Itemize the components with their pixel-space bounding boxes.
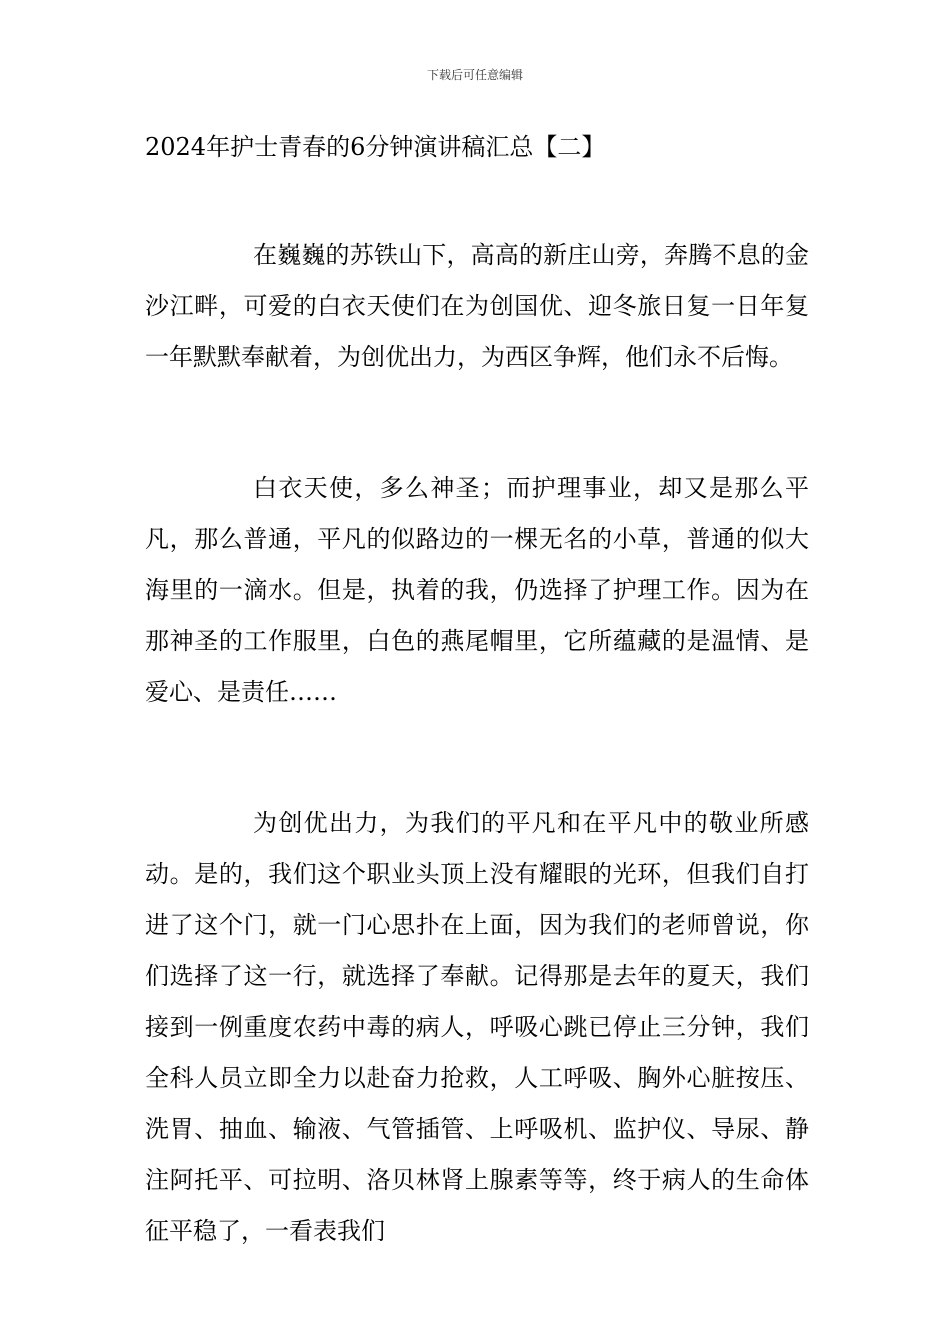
document-title: 2024年护士青春的6分钟演讲稿汇总【二】 xyxy=(145,133,606,161)
header-note: 下载后可任意编辑 xyxy=(426,68,523,82)
paragraph-3: 为创优出力，为我们的平凡和在平凡中的敬业所感动。是的，我们这个职业头顶上没有耀眼的光环，但我们自打进了这个门，就一门心思扑在上面，因为我们的老师曾说，你们选择了这一行，就选择了奉献。记得那是去年的夏天，我们接到一例重度农药中毒的病人，呼吸心跳已停止三分钟，我们全科人员立即全力以赴奋力抢救，人工呼吸、胸外心脏按压、洗胃、抽血、输液、气管插管、上呼吸机、监护仪、导尿、静注阿托平、可拉明、洛贝林肾上腺素等等，终于病人的生命体征平稳了，一看表我们 xyxy=(145,809,809,1245)
paragraph-1: 在巍巍的苏铁山下，高高的新庄山旁，奔腾不息的金沙江畔，可爱的白衣天使们在为创国优、迎冬旅日复一日年复一年默默奉献着，为创优出力，为西区争辉，他们永不后悔。 xyxy=(145,241,809,371)
paragraph-2: 白衣天使，多么神圣；而护理事业，却又是那么平凡，那么普通，平凡的似路边的一棵无名的小草，普通的似大海里的一滴水。但是，执着的我，仍选择了护理工作。因为在那神圣的工作服里，白色的燕尾帽里，它所蕴藏的是温情、是爱心、是责任…… xyxy=(145,474,809,706)
document-body xyxy=(145,230,809,1257)
